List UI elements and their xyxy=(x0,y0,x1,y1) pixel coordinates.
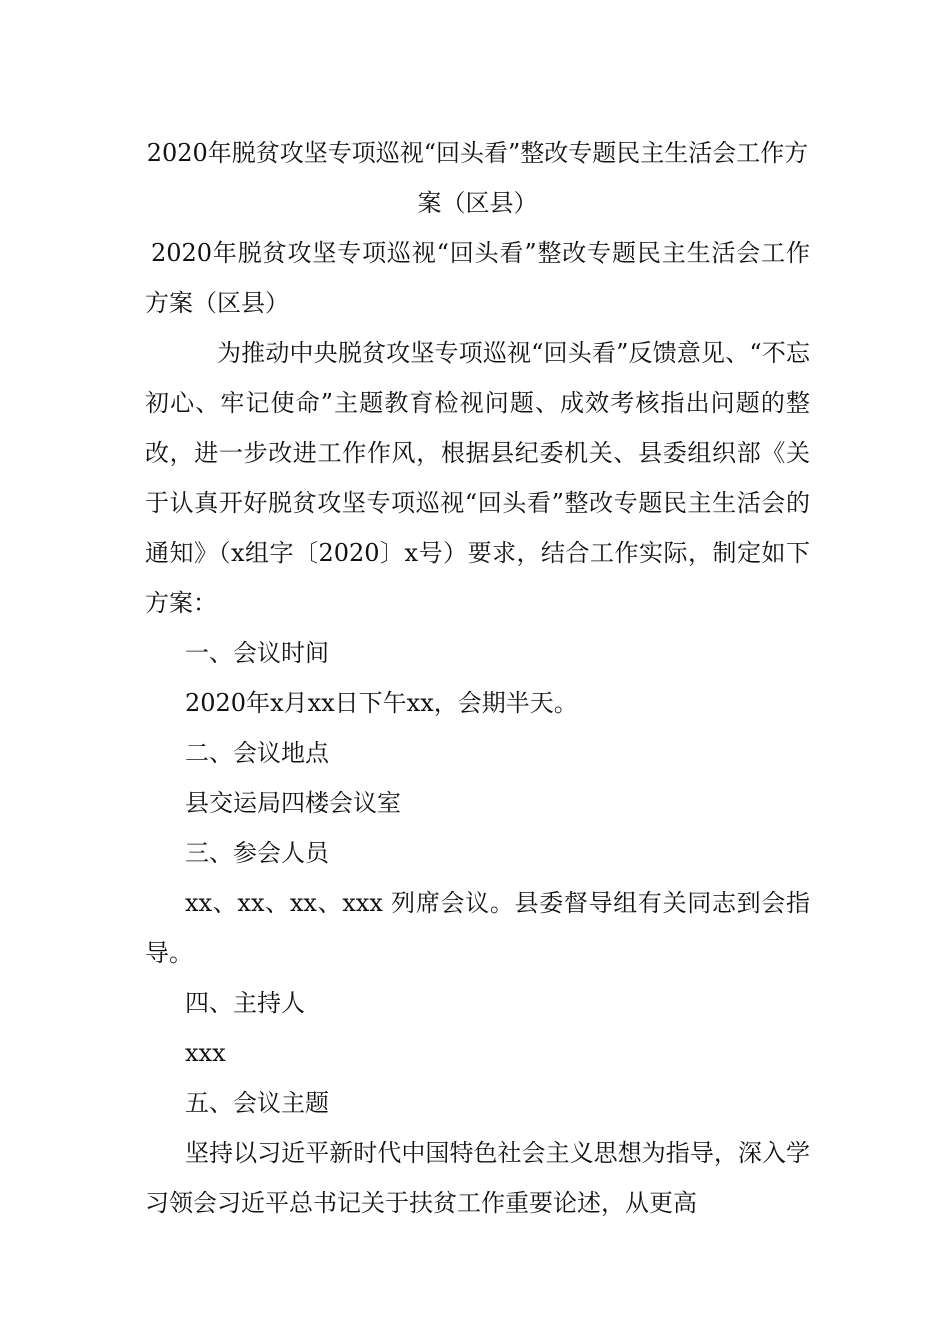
section-heading-time: 一、会议时间 xyxy=(185,639,329,667)
section-heading-theme: 五、会议主题 xyxy=(185,1089,329,1117)
document-page xyxy=(145,128,810,1228)
intro-paragraph: 为推动中央脱贫攻坚专项巡视“回头看”反馈意见、“不忘初心、牢记使命”主题教育检视问题、成效考核指出问题的整改，进一步改进工作作风，根据县纪委机关、县委组织部《关于认真开好脱贫攻坚专项巡视“回头看”整改专题民主生活会的通知》（x组字〔2020〕x号）要求，结合工作实际，制定如下方案： xyxy=(145,339,810,617)
section-body-place: 县交运局四楼会议室 xyxy=(185,789,401,817)
section-heading-attendees: 三、参会人员 xyxy=(185,839,329,867)
section-heading-host: 四、主持人 xyxy=(185,989,305,1017)
section-body-time: 2020年x月xx日下午xx，会期半天。 xyxy=(185,689,578,717)
section-body-attendees: xx、xx、xx、xxx 列席会议。县委督导组有关同志到会指导。 xyxy=(145,889,810,967)
section-body-theme: 坚持以习近平新时代中国特色社会主义思想为指导，深入学习领会习近平总书记关于扶贫工作重要论述，从更高 xyxy=(145,1139,810,1217)
section-body-host: xxx xyxy=(185,1039,226,1067)
document-subtitle: 2020年脱贫攻坚专项巡视“回头看”整改专题民主生活会工作方案（区县） xyxy=(145,239,810,317)
section-heading-place: 二、会议地点 xyxy=(185,739,329,767)
document-title: 2020年脱贫攻坚专项巡视“回头看”整改专题民主生活会工作方案（区县） xyxy=(146,139,809,217)
